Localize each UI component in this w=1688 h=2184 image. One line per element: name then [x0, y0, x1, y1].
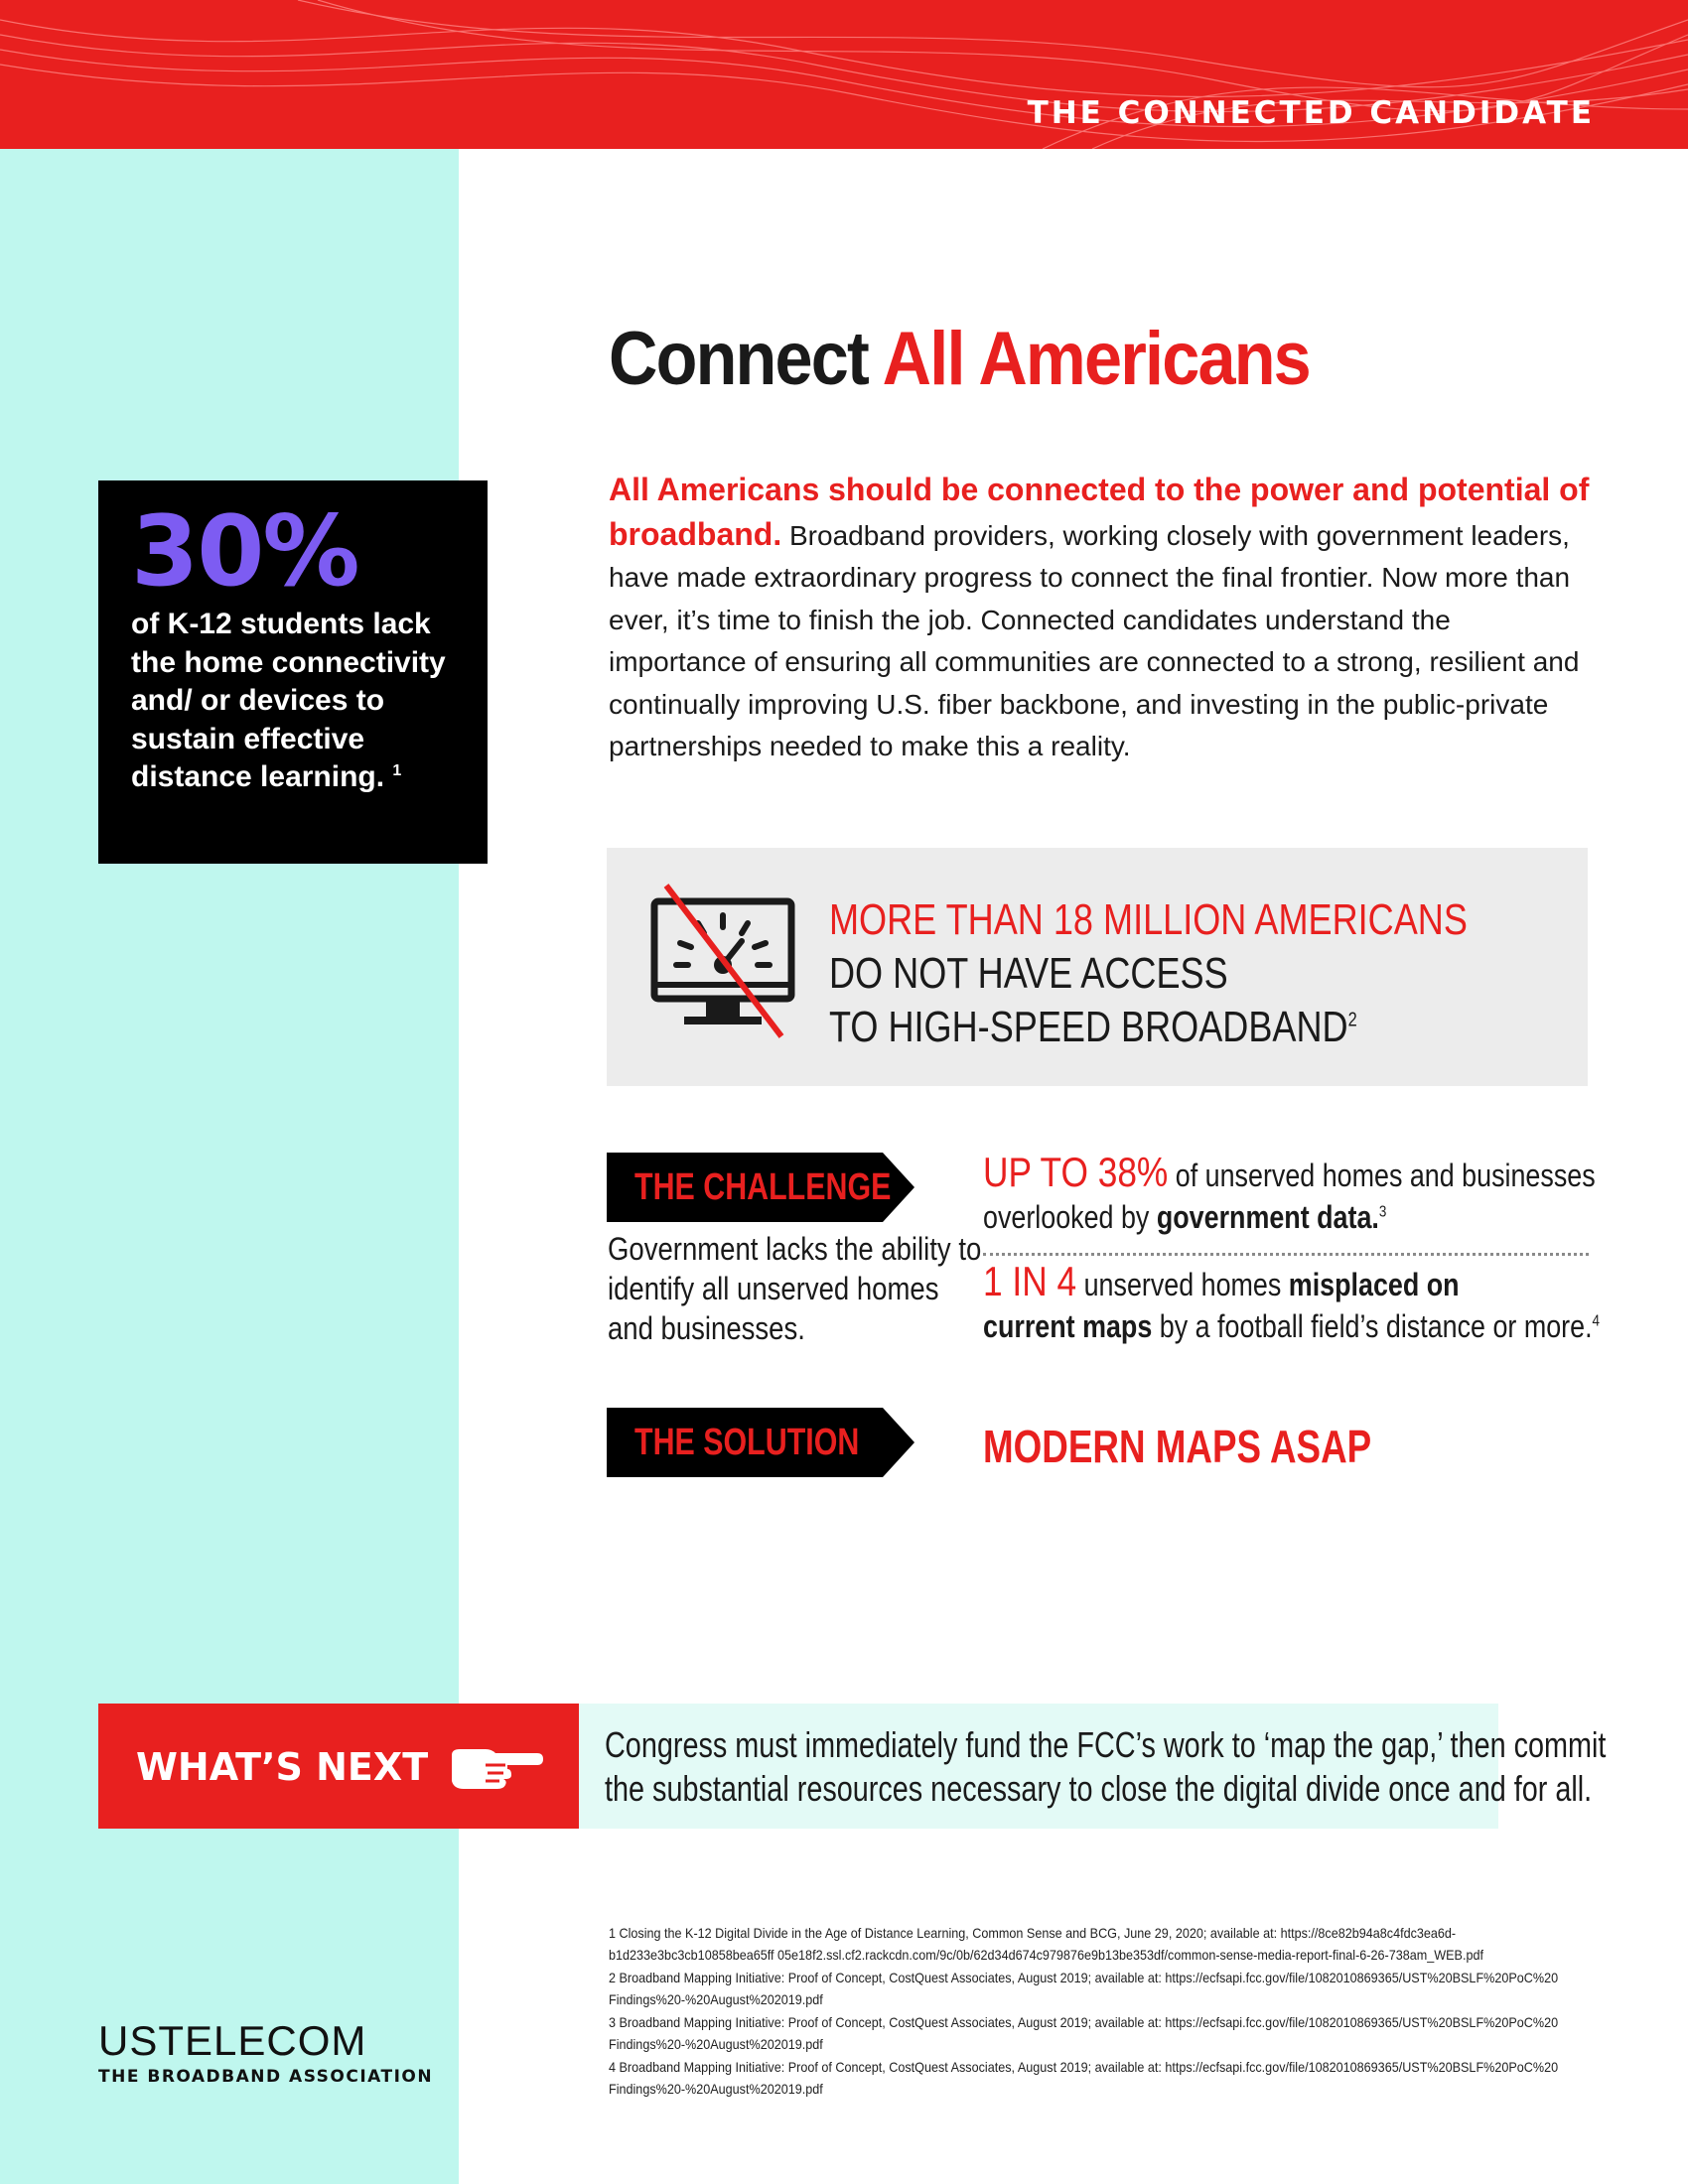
logo-tagline: THE BROADBAND ASSOCIATION: [98, 2067, 434, 2087]
header-title: THE CONNECTED CANDIDATE: [1027, 95, 1595, 131]
whats-next-line-2: the substantial resources necessary to close the digital divide once and for all.: [605, 1768, 1593, 1809]
stat-footnote: 1: [392, 762, 402, 779]
fact-2-bold-a: misplaced on: [1288, 1267, 1460, 1302]
challenge-tag: [607, 1153, 914, 1222]
fact-divider: [983, 1253, 1589, 1256]
pointing-hand-icon: [446, 1745, 545, 1789]
title-part-black: Connect: [609, 317, 883, 401]
callout-line-1: MORE THAN 18 MILLION AMERICANS: [829, 895, 1468, 944]
whats-next-text-box: [579, 1704, 1607, 1829]
callout-box: [607, 848, 1588, 1086]
whats-next-label: WHAT’S NEXT: [136, 1745, 429, 1789]
challenge-label: THE CHALLENGE: [634, 1166, 892, 1208]
ustelecom-logo: [98, 2019, 433, 2087]
stat-box: [98, 480, 488, 864]
callout-line-3: [829, 1001, 1468, 1054]
fact-1-bold: government data.: [1156, 1199, 1379, 1235]
fact-1-figure: UP TO 38%: [983, 1149, 1169, 1195]
callout-line-2: DO NOT HAVE ACCESS: [829, 949, 1228, 998]
fact-2-text-a: unserved homes: [1076, 1267, 1289, 1302]
solution-tag: [607, 1408, 914, 1477]
intro-body: Broadband providers, working closely with government leaders, have made extraordinary progress to connect the final frontier. Now more than ever, it’s time to finish the job. Connected candidates understand the importance of ensuring all communities are connected to a strong, resilient and continually improving U.S. fiber backbone, and investing in the public-private partnerships needed to make this a reality.: [609, 519, 1580, 761]
callout-line-3-text: TO HIGH-SPEED BROADBAND: [829, 1003, 1348, 1051]
footnotes: [609, 1922, 1601, 2101]
fact-1-footnote: 3: [1378, 1203, 1387, 1221]
intro-lead: All Americans should be connected to the power and potential of broadband.: [609, 472, 1590, 552]
fact-2-text-b: by a football field’s distance or more.: [1152, 1308, 1593, 1344]
fact-1-text-b: overlooked by: [983, 1199, 1157, 1235]
stat-text-body: of K-12 students lack the home connectivity and/ or devices to sustain effective distance learning.: [131, 608, 446, 793]
footnote-1: 1 Closing the K-12 Digital Divide in the Age of Distance Learning, Common Sense and BCG, June 29, 2020; available at: https://8ce82b94a8c4fdc3ea6d-b1d233e3bc3cb10858bea65ff 05e18f2.ssl.cf2.rackcdn.com/9c/0b/62d34d674c979876e9b13be353df/common-sense-media-report-final-6-26-738am_WEB.pdf: [609, 1925, 1483, 1963]
solution-text: MODERN MAPS ASAP: [983, 1421, 1372, 1472]
fact-2: [983, 1258, 1601, 1347]
fact-1-text-a: of unserved homes and businesses: [1168, 1158, 1596, 1193]
whats-next-box: [98, 1704, 579, 1829]
title-part-red: All Americans: [882, 317, 1310, 401]
footnote-2: 2 Broadband Mapping Initiative: Proof of Concept, CostQuest Associates, August 2019; available at: https://ecfsapi.fcc.gov/file/1082010869365/UST%20BSLF%20PoC%20 Findings%20-%20August%202019.pdf: [609, 1970, 1559, 2007]
challenge-description: Government lacks the ability to identify all unserved homes and businesses.: [608, 1231, 982, 1346]
intro-paragraph: [609, 469, 1592, 768]
page-title: [609, 316, 1310, 402]
footnote-3: 3 Broadband Mapping Initiative: Proof of Concept, CostQuest Associates, August 2019; available at: https://ecfsapi.fcc.gov/file/1082010869365/UST%20BSLF%20PoC%20 Findings%20-%20August%202019.pdf: [609, 2014, 1559, 2052]
fact-1: [983, 1149, 1596, 1238]
callout-text: [829, 893, 1468, 1054]
fact-2-figure: 1 IN 4: [983, 1258, 1077, 1304]
fact-2-footnote: 4: [1592, 1312, 1601, 1330]
callout-footnote: 2: [1347, 1009, 1357, 1031]
footnote-4: 4 Broadband Mapping Initiative: Proof of Concept, CostQuest Associates, August 2019; available at: https://ecfsapi.fcc.gov/file/1082010869365/UST%20BSLF%20PoC%20 Findings%20-%20August%202019.pdf: [609, 2059, 1559, 2097]
side-strip: [0, 149, 459, 2184]
no-broadband-monitor-icon: [646, 882, 795, 1040]
logo-name: USTELECOM: [98, 2017, 367, 2064]
header-banner: [0, 0, 1688, 149]
stat-value: 30%: [131, 495, 358, 609]
whats-next-text: [605, 1723, 1606, 1811]
fact-2-bold-b: current maps: [983, 1308, 1153, 1344]
stat-text: [131, 606, 459, 797]
whats-next-line-1: Congress must immediately fund the FCC’s work to ‘map the gap,’ then commit: [605, 1724, 1607, 1765]
solution-label: THE SOLUTION: [634, 1422, 860, 1463]
